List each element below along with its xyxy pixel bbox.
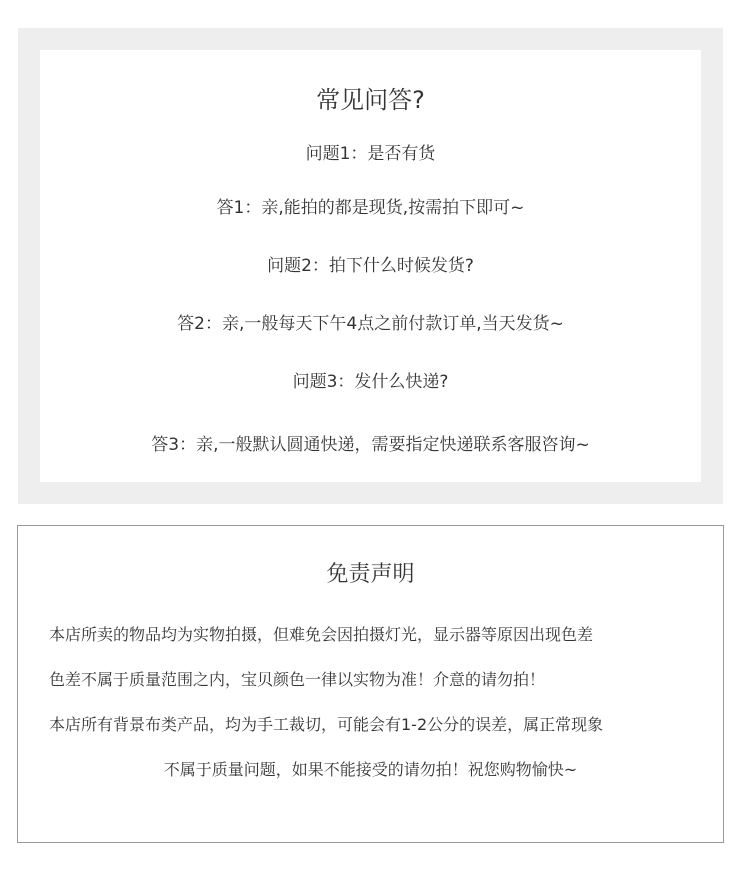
- disclaimer-line-2: 色差不属于质量范围之内，宝贝颜色一律以实物为准！介意的请勿拍！: [49, 670, 546, 689]
- faq-panel: [40, 50, 701, 482]
- faq-question-1: 问题1：是否有货: [305, 144, 436, 164]
- faq-answer-1: 答1：亲,能拍的都是现货,按需拍下即可~: [216, 198, 525, 218]
- disclaimer-line-4: 不属于质量问题，如果不能接受的请勿拍！祝您购物愉快~: [163, 760, 578, 779]
- faq-title: 常见问答?: [316, 86, 425, 114]
- faq-answer-2: 答2：亲,一般每天下午4点之前付款订单,当天发货~: [177, 314, 564, 334]
- disclaimer-title: 免责声明: [326, 562, 415, 587]
- faq-question-3: 问题3：发什么快递?: [292, 372, 449, 392]
- faq-answer-3: 答3：亲,一般默认圆通快递，需要指定快递联系客服咨询~: [151, 435, 590, 455]
- disclaimer-line-1: 本店所卖的物品均为实物拍摄，但难免会因拍摄灯光，显示器等原因出现色差: [49, 625, 594, 644]
- disclaimer-section: [17, 525, 724, 843]
- faq-question-2: 问题2：拍下什么时候发货?: [267, 256, 474, 276]
- disclaimer-line-3: 本店所有背景布类产品，均为手工裁切，可能会有1-2公分的误差，属正常现象: [49, 715, 604, 734]
- faq-section: [18, 28, 723, 504]
